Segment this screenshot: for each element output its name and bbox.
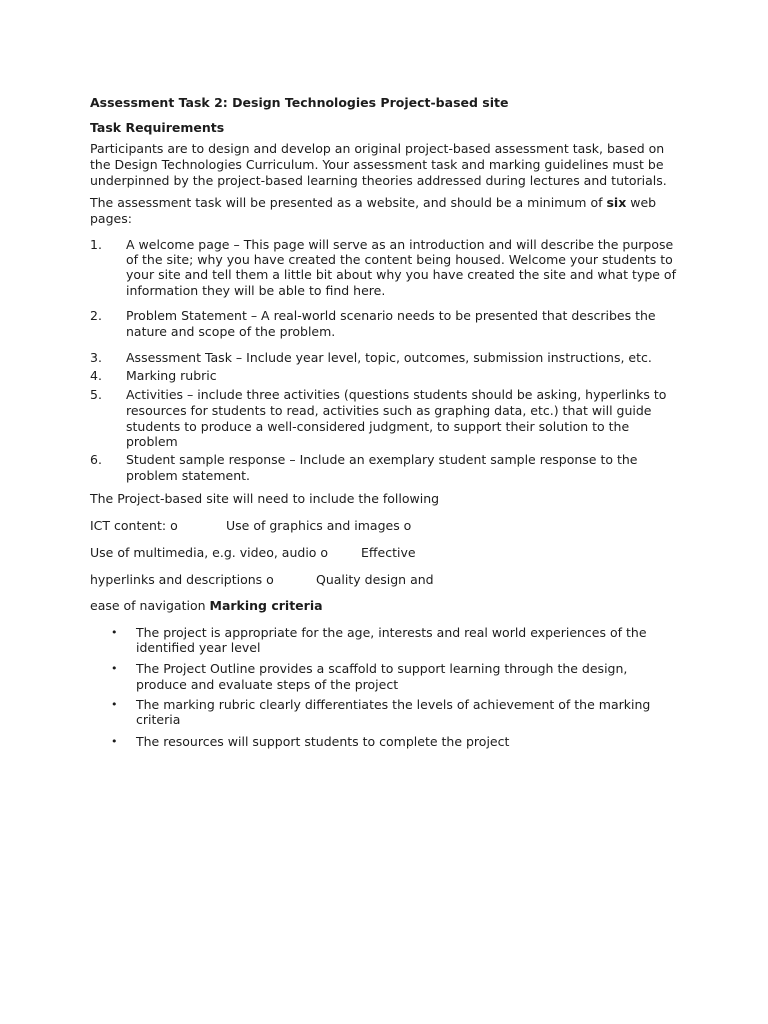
list-item-line: information they will be able to find here. bbox=[126, 283, 386, 298]
criteria-line: identified year level bbox=[136, 640, 261, 655]
criteria-line: The Project Outline provides a scaffold to support learning through the design, bbox=[136, 661, 628, 676]
intro-line: underpinned by the project-based learning theories addressed during lectures and tutorials. bbox=[90, 173, 667, 188]
list-item-line: A welcome page – This page will serve as an introduction and will describe the purpose bbox=[126, 237, 674, 252]
criteria-line: criteria bbox=[136, 712, 181, 727]
list-item-line: of the site; why you have created the content being housed. Welcome your students to bbox=[126, 252, 673, 267]
list-item-line: your site and tell them a little bit about why you have created the site and what type of bbox=[126, 267, 676, 282]
list-item-line: Marking rubric bbox=[126, 368, 217, 383]
bullet-icon: • bbox=[111, 626, 118, 639]
list-number: 4. bbox=[90, 368, 102, 383]
ict-row-2b: Effective bbox=[361, 545, 416, 560]
bullet-icon: • bbox=[111, 698, 118, 711]
list-item-line: resources for students to read, activities such as graphing data, etc.) that will guide bbox=[126, 403, 652, 418]
presented-bold-six: six bbox=[606, 195, 627, 210]
presented-text: The assessment task will be presented as a website, and should be a minimum of bbox=[90, 195, 607, 210]
ict-row-2a: Use of multimedia, e.g. video, audio o bbox=[90, 545, 329, 560]
list-item-line: Activities – include three activities (questions students should be asking, hyperlinks to bbox=[126, 387, 667, 402]
list-item-line: Student sample response – Include an exemplary student sample response to the bbox=[126, 452, 638, 467]
task-requirements-heading: Task Requirements bbox=[90, 120, 225, 135]
list-item-line: students to produce a well-considered judgment, to support their solution to the bbox=[126, 419, 630, 434]
ict-row-1b: Use of graphics and images o bbox=[226, 518, 412, 533]
list-number: 1. bbox=[90, 237, 102, 252]
criteria-line: The resources will support students to complete the project bbox=[136, 734, 510, 749]
bullet-icon: • bbox=[111, 735, 118, 748]
presented-line-2: pages: bbox=[90, 211, 132, 226]
criteria-line: The marking rubric clearly differentiates the levels of achievement of the marking bbox=[136, 697, 651, 712]
list-number: 5. bbox=[90, 387, 102, 402]
list-number: 6. bbox=[90, 452, 102, 467]
document-title: Assessment Task 2: Design Technologies Project-based site bbox=[90, 95, 509, 110]
list-number: 2. bbox=[90, 308, 102, 323]
marking-criteria-heading: Marking criteria bbox=[209, 598, 323, 613]
ict-row-3b: Quality design and bbox=[316, 572, 434, 587]
list-number: 3. bbox=[90, 350, 102, 365]
ict-row-3a: hyperlinks and descriptions o bbox=[90, 572, 274, 587]
list-item-line: nature and scope of the problem. bbox=[126, 324, 336, 339]
ict-row-4 bbox=[90, 598, 323, 613]
list-item-line: problem bbox=[126, 434, 178, 449]
list-item-line: problem statement. bbox=[126, 468, 251, 483]
presented-line bbox=[90, 195, 656, 210]
intro-line: Participants are to design and develop an original project-based assessment task, based on bbox=[90, 141, 665, 156]
include-line: The Project-based site will need to include the following bbox=[90, 491, 440, 506]
criteria-line: produce and evaluate steps of the project bbox=[136, 677, 399, 692]
criteria-line: The project is appropriate for the age, interests and real world experiences of the bbox=[136, 625, 647, 640]
list-item-line: Problem Statement – A real-world scenario needs to be presented that describes the bbox=[126, 308, 656, 323]
list-item-line: Assessment Task – Include year level, topic, outcomes, submission instructions, etc. bbox=[126, 350, 652, 365]
ict-row-4-text: ease of navigation bbox=[90, 598, 210, 613]
intro-line: the Design Technologies Curriculum. Your assessment task and marking guidelines must be bbox=[90, 157, 664, 172]
bullet-icon: • bbox=[111, 662, 118, 675]
presented-text-end: web bbox=[626, 195, 657, 210]
ict-row-1a: ICT content: o bbox=[90, 518, 178, 533]
